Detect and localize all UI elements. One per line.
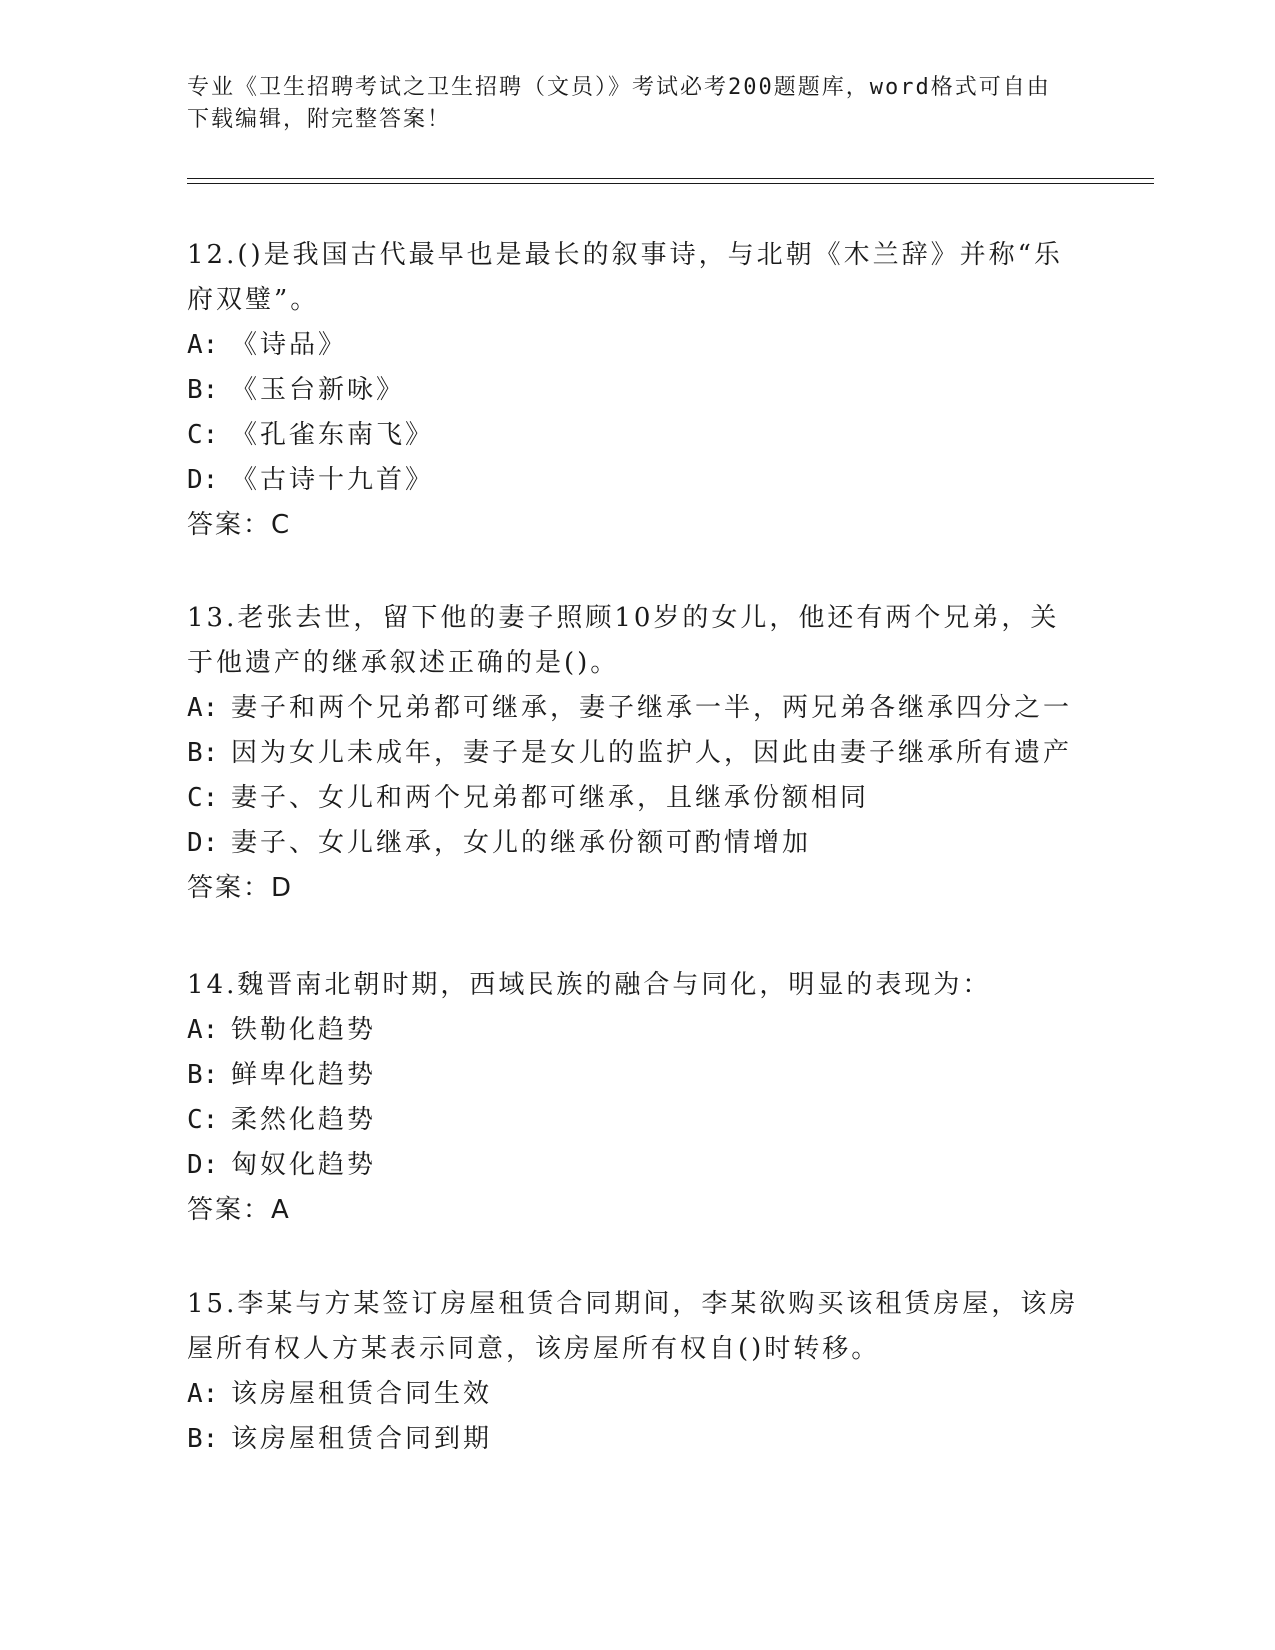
answer-line: 答案：D — [187, 873, 294, 903]
document-header: 专业《卫生招聘考试之卫生招聘（文员）》考试必考200题题库，word格式可自由下载编辑，附完整答案！ — [187, 75, 1051, 132]
option-letter: B: — [187, 738, 219, 768]
option-text: 妻子、女儿继承，女儿的继承份额可酌情增加 — [231, 828, 812, 858]
option-d — [187, 1143, 1087, 1188]
option-b — [187, 1053, 1087, 1098]
option-letter: C: — [187, 420, 219, 450]
option-letter: B: — [187, 1060, 219, 1090]
question-stem: 15.李某与方某签订房屋租赁合同期间，李某欲购买该租赁房屋，该房屋所有权人方某表示同意，该房屋所有权自()时转移。 — [187, 1289, 1079, 1364]
option-text: 柔然化趋势 — [231, 1105, 377, 1135]
option-letter: B: — [187, 1424, 219, 1454]
option-letter: B: — [187, 375, 219, 405]
option-text: 因为女儿未成年，妻子是女儿的监护人，因此由妻子继承所有遗产 — [231, 738, 1073, 768]
option-b — [187, 368, 1087, 413]
option-text: 该房屋租赁合同到期 — [231, 1424, 493, 1454]
option-text: 妻子和两个兄弟都可继承，妻子继承一半，两兄弟各继承四分之一 — [231, 693, 1073, 723]
answer-line: 答案：C — [187, 510, 292, 540]
option-b — [187, 1417, 1087, 1462]
option-a — [187, 686, 1087, 731]
option-letter: C: — [187, 1105, 219, 1135]
question-13 — [187, 596, 1087, 911]
question-12 — [187, 233, 1087, 548]
option-letter: A: — [187, 1015, 219, 1045]
option-text: 《诗品》 — [231, 330, 348, 360]
option-text: 《孔雀东南飞》 — [231, 420, 435, 450]
option-text: 鲜卑化趋势 — [231, 1060, 377, 1090]
option-a — [187, 1008, 1087, 1053]
option-c — [187, 1098, 1087, 1143]
option-text: 《玉台新咏》 — [231, 375, 406, 405]
option-a — [187, 323, 1087, 368]
option-c — [187, 413, 1087, 458]
option-letter: A: — [187, 1379, 219, 1409]
option-c — [187, 776, 1087, 821]
option-letter: D: — [187, 1150, 219, 1180]
option-letter: D: — [187, 828, 219, 858]
option-a — [187, 1372, 1087, 1417]
answer-line: 答案：A — [187, 1195, 291, 1225]
question-stem: 14.魏晋南北朝时期，西域民族的融合与同化，明显的表现为： — [187, 970, 992, 1000]
question-15 — [187, 1282, 1087, 1462]
option-b — [187, 731, 1087, 776]
option-d — [187, 821, 1087, 866]
option-d — [187, 458, 1087, 503]
option-letter: A: — [187, 330, 219, 360]
question-stem: 13.老张去世，留下他的妻子照顾10岁的女儿，他还有两个兄弟，关于他遗产的继承叙述正确的是()。 — [187, 603, 1060, 678]
option-letter: C: — [187, 783, 219, 813]
option-letter: D: — [187, 465, 219, 495]
option-text: 《古诗十九首》 — [231, 465, 435, 495]
question-stem: 12.()是我国古代最早也是最长的叙事诗，与北朝《木兰辞》并称“乐府双璧”。 — [187, 240, 1063, 315]
option-text: 妻子、女儿和两个兄弟都可继承，且继承份额相同 — [231, 783, 870, 813]
header-divider-bottom — [187, 183, 1154, 184]
option-text: 匈奴化趋势 — [231, 1150, 377, 1180]
option-text: 铁勒化趋势 — [231, 1015, 377, 1045]
header-divider-top — [187, 178, 1154, 179]
option-text: 该房屋租赁合同生效 — [231, 1379, 493, 1409]
question-14 — [187, 963, 1087, 1233]
option-letter: A: — [187, 693, 219, 723]
